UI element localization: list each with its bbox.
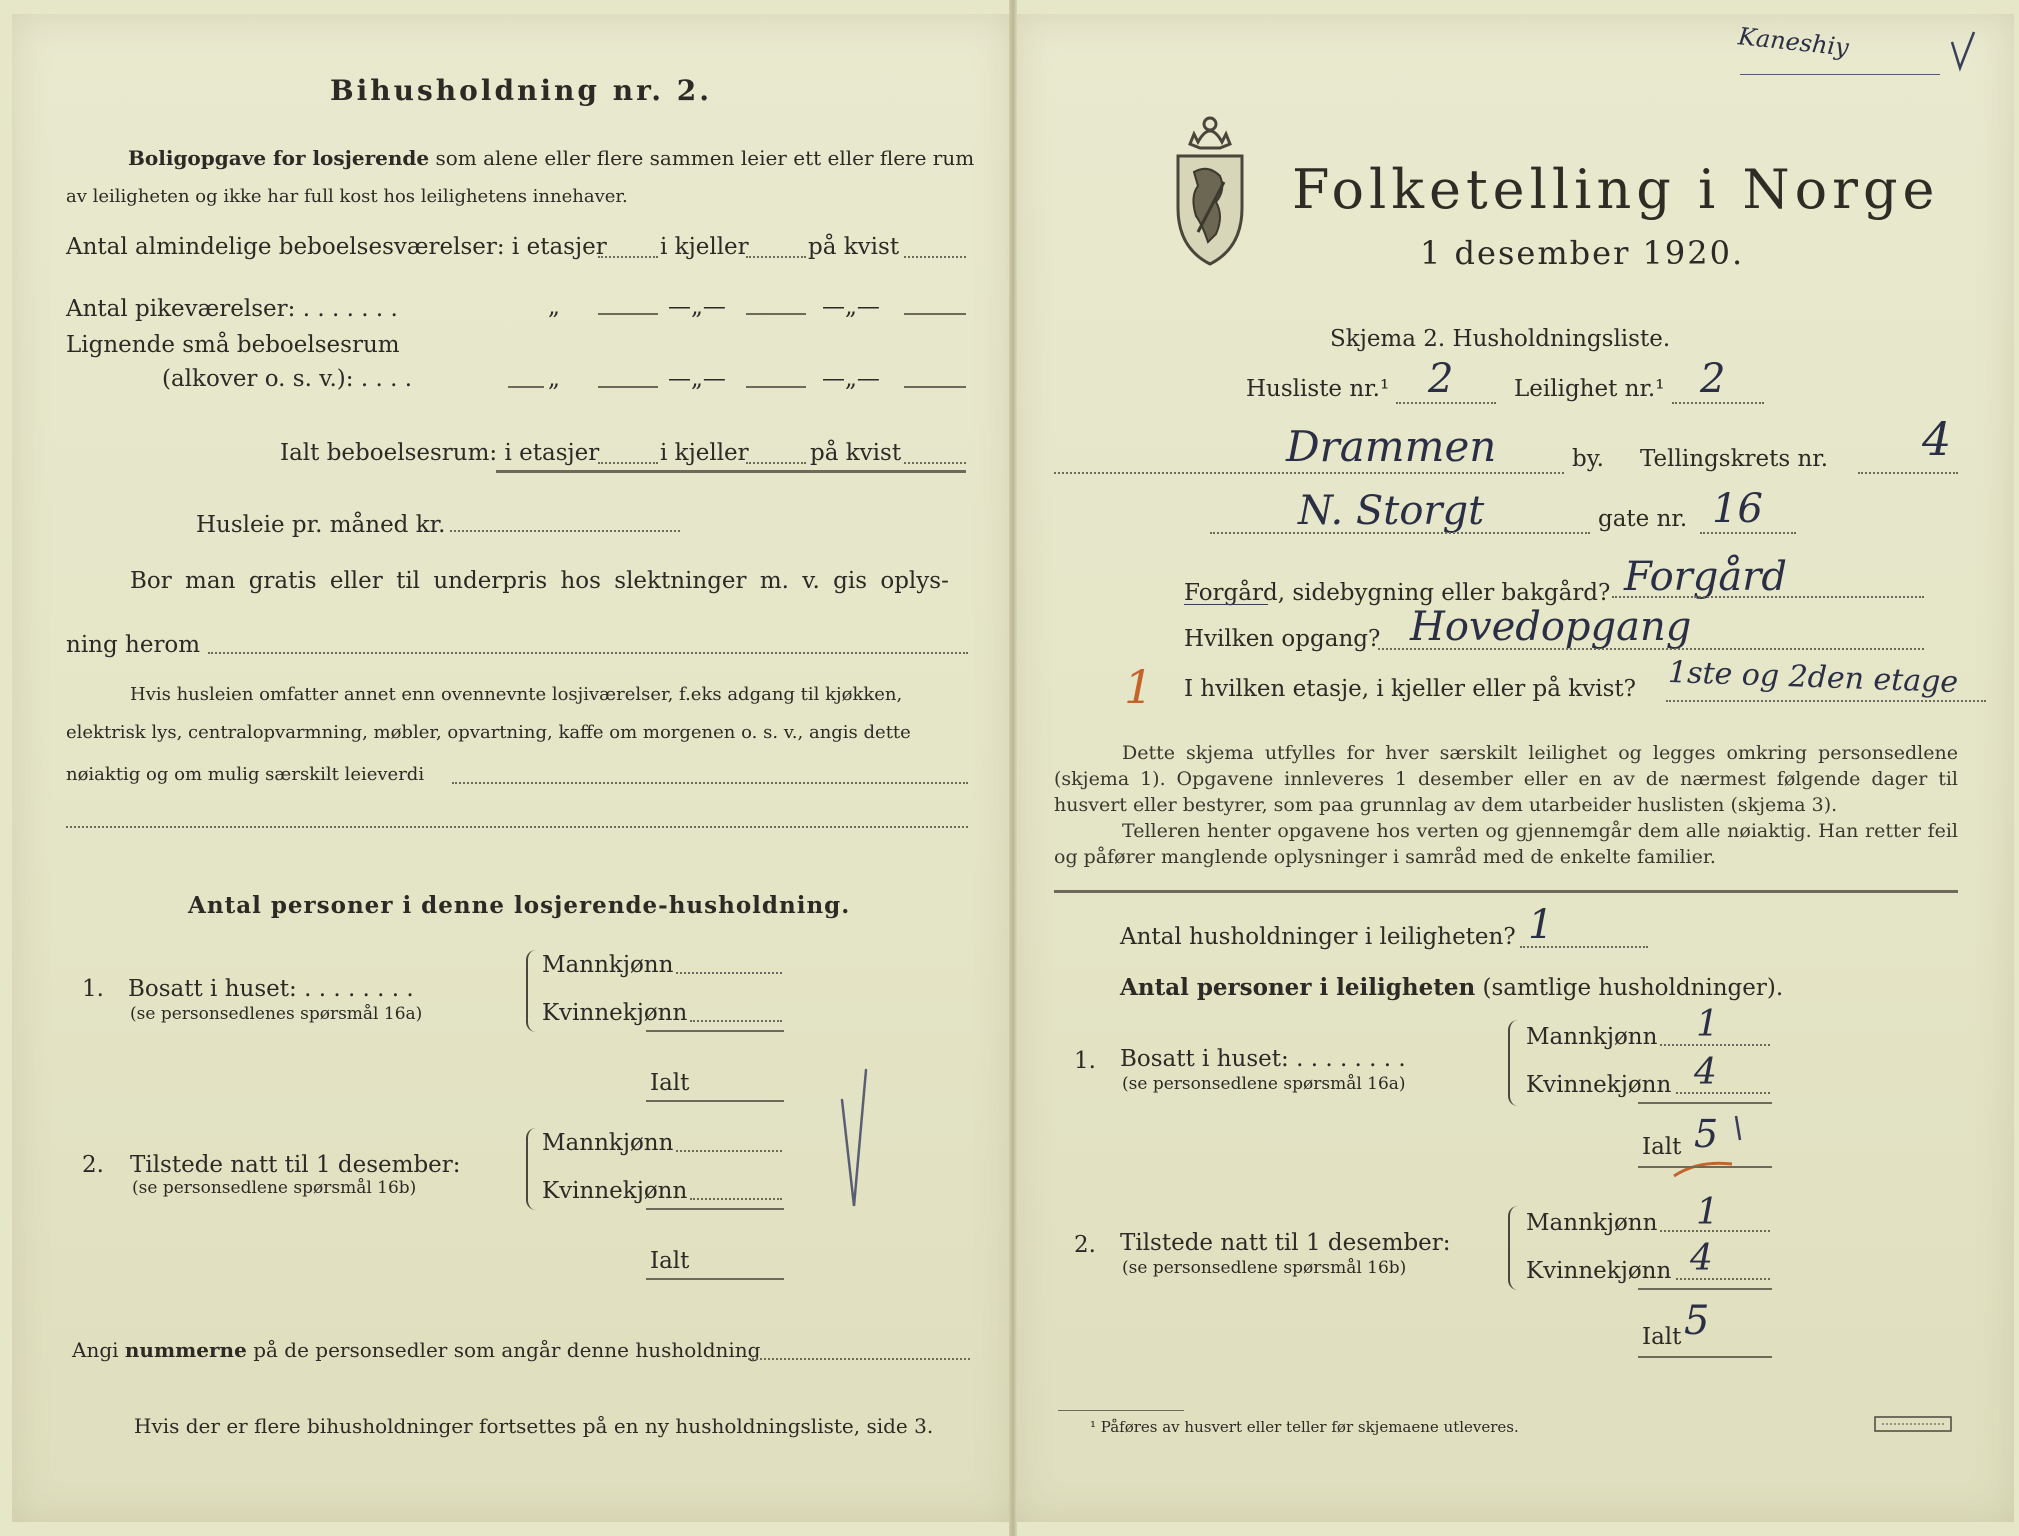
right-q2-mann-label: Mannkjønn: [1526, 1210, 1658, 1236]
persons-line: [1120, 974, 1783, 1001]
opgang-value: Hovedopgang: [1410, 604, 1692, 650]
instructions-1: Dette skjema utfylles for hver særskilt leilighet og legges omkring personsedlene (skjema 1). Opgavene innleveres 1 desember eller en av de nærmest følgende dager til husvert eller bestyrer, som paa grunnlag av dem utarbeider huslisten (skjema 3).: [1054, 742, 1958, 816]
right-q2-number: 2.: [1074, 1232, 1096, 1258]
by-label: by.: [1572, 446, 1604, 472]
leilighet-value: 2: [1700, 356, 1726, 402]
ialt-kvist-field[interactable]: [904, 462, 966, 464]
right-q2-ialt-field[interactable]: [1638, 1356, 1772, 1358]
gratis-line-2: ning herom: [66, 632, 201, 658]
ialt-kjeller-field[interactable]: [746, 462, 806, 464]
gate-field[interactable]: [1700, 532, 1796, 534]
rooms-kjeller-label: i kjeller: [660, 234, 749, 260]
includes-line-2: elektrisk lys, centralopvarmning, møbler, opvartning, kaffe om morgenen o. s. v., angis dette: [66, 722, 911, 743]
left-q2-mann-field[interactable]: [676, 1150, 782, 1152]
pike-field-1[interactable]: [598, 313, 658, 315]
small-field-1[interactable]: [598, 386, 658, 388]
right-q1-brace: [1508, 1020, 1518, 1106]
right-q1-ialt-value: 5: [1694, 1112, 1719, 1156]
corner-checkmark: [1948, 28, 1978, 74]
rent-label: Husleie pr. måned kr.: [196, 512, 446, 538]
households-field[interactable]: [1520, 946, 1648, 948]
intro-bold: Boligopgave for losjerende: [128, 146, 430, 170]
right-q2-mann-field[interactable]: [1660, 1230, 1770, 1232]
right-q2-brace: [1508, 1206, 1518, 1290]
ialt-rooms-label: Ialt beboelsesrum: i etasjer: [280, 440, 600, 466]
coat-of-arms-icon: [1168, 112, 1252, 268]
intro-rest-1: som alene eller flere sammen leier ett eller flere rum: [435, 146, 975, 170]
left-q2-brace: [526, 1128, 536, 1210]
right-q2-kvinne-value: 4: [1690, 1238, 1713, 1279]
right-q2-sum-rule: [1638, 1288, 1772, 1290]
corner-note-underline: [1740, 74, 1940, 75]
form-title: Folketelling i Norge: [1292, 158, 1940, 221]
includes-line-1: Hvis husleien omfatter annet enn ovennevnte losjiværelser, f.eks adgang til kjøkken,: [130, 684, 903, 705]
pike-field-2[interactable]: [746, 313, 806, 315]
left-q2-ialt-label: Ialt: [650, 1248, 690, 1274]
right-q2-kvinne-field[interactable]: [1676, 1278, 1770, 1280]
right-q2-sub: (se personsedlene spørsmål 16b): [1122, 1258, 1407, 1278]
gratis-field[interactable]: [208, 652, 968, 654]
left-q1-mann-label: Mannkjønn: [542, 952, 674, 978]
angi-rest: på de personsedler som angår denne husholdning: [253, 1338, 761, 1362]
left-q2-kvinne-field[interactable]: [690, 1198, 782, 1200]
street-value: N. Storgt: [1298, 488, 1485, 534]
rooms-kjeller-field[interactable]: [746, 256, 806, 258]
etasje-field[interactable]: [1666, 700, 1986, 702]
left-checkmark: [836, 1066, 876, 1216]
left-q1-sub: (se personsedlenes spørsmål 16a): [130, 1004, 423, 1024]
forgaard-field[interactable]: [1612, 596, 1924, 598]
left-q1-number: 1.: [82, 976, 104, 1002]
right-q2-mann-value: 1: [1696, 1192, 1719, 1233]
pike-ditto-2: —„—: [668, 294, 726, 320]
small-rooms-label-1: Lignende små beboelsesrum: [66, 332, 400, 358]
footnote: ¹ Påføres av husvert eller teller før skjemaene utleveres.: [1090, 1418, 1519, 1436]
ialt-kjeller-label: i kjeller: [660, 440, 749, 466]
left-q2-ialt-field[interactable]: [646, 1278, 784, 1280]
right-q1-sub: (se personsedlene spørsmål 16a): [1122, 1074, 1406, 1094]
right-q1-kvinne-value: 4: [1694, 1052, 1717, 1093]
left-q2-number: 2.: [82, 1152, 104, 1178]
right-q1-number: 1.: [1074, 1048, 1096, 1074]
right-q1-mann-label: Mannkjønn: [1526, 1024, 1658, 1050]
instructions-2: Telleren henter opgavene hos verten og gjennemgår dem alle nøiaktig. Han retter feil og påfører manglende oplysninger i samråd med de enkelte familier.: [1054, 820, 1958, 868]
right-q1-mann-field[interactable]: [1660, 1044, 1770, 1046]
gate-label: gate nr.: [1598, 506, 1688, 532]
krets-label: Tellingskrets nr.: [1640, 446, 1829, 472]
right-q2-ialt-label: Ialt: [1642, 1324, 1682, 1350]
footnote-divider: [1058, 1410, 1184, 1411]
pike-ditto-3: —„—: [822, 294, 880, 320]
small-rooms-label-2: (alkover o. s. v.): . . . .: [162, 366, 413, 392]
rooms-kvist-field[interactable]: [904, 256, 966, 258]
krets-field[interactable]: [1858, 472, 1958, 474]
form-date: 1 desember 1920.: [1420, 234, 1745, 272]
right-q1-sum-rule: [1638, 1102, 1772, 1104]
left-q2-sub: (se personsedlene spørsmål 16b): [132, 1178, 417, 1198]
husliste-value: 2: [1428, 356, 1454, 402]
right-q1-label: Bosatt i huset: . . . . . . . .: [1120, 1046, 1406, 1072]
includes-line-3: nøiaktig og om mulig særskilt leieverdi: [66, 764, 425, 785]
right-q1-kvinne-field[interactable]: [1676, 1092, 1770, 1094]
corner-note: Kaneshiy: [1736, 22, 1851, 62]
small-field-3[interactable]: [904, 386, 966, 388]
small-ditto-1: „: [548, 366, 560, 392]
right-q2-kvinne-label: Kvinnekjønn: [1526, 1258, 1672, 1284]
leilighet-label: Leilighet nr.¹: [1514, 376, 1665, 402]
left-q1-brace: [526, 950, 536, 1032]
gate-value: 16: [1712, 486, 1763, 532]
pike-field-3[interactable]: [904, 313, 966, 315]
right-q1-mann-value: 1: [1696, 1004, 1719, 1045]
includes-field[interactable]: [452, 782, 968, 784]
left-footer: Hvis der er flere bihusholdninger fortsettes på en ny husholdningsliste, side 3.: [134, 1414, 934, 1438]
ialt-check-marks: [1668, 1110, 1778, 1180]
pike-label: Antal pikeværelser: . . . . . . .: [66, 296, 398, 322]
right-q1-ialt-field[interactable]: [1638, 1166, 1772, 1168]
households-label: Antal husholdninger i leiligheten?: [1120, 924, 1516, 950]
households-value: 1: [1528, 902, 1554, 948]
small-ditto-3: —„—: [822, 366, 880, 392]
left-heading: Bihusholdning nr. 2.: [330, 74, 712, 107]
left-q1-ialt-label: Ialt: [650, 1070, 690, 1096]
forgaard-value: Forgård: [1624, 554, 1787, 600]
forgaard-underline: [1184, 604, 1268, 605]
page-fold: [1009, 0, 1017, 1536]
left-q1-ialt-field[interactable]: [646, 1100, 784, 1102]
persons-bold: Antal personer i leiligheten: [1120, 974, 1476, 1001]
ialt-kvist-label: på kvist: [810, 440, 902, 466]
husliste-label: Husliste nr.¹: [1246, 376, 1390, 402]
left-q1-mann-field[interactable]: [676, 972, 782, 974]
left-q2-mann-label: Mannkjønn: [542, 1130, 674, 1156]
krets-value: 4: [1922, 412, 1952, 466]
left-q2-sum-rule: [646, 1208, 784, 1210]
ialt-rooms-underline: [496, 470, 966, 473]
schema-label: Skjema 2. Husholdningsliste.: [1330, 326, 1671, 352]
small-field-2[interactable]: [746, 386, 806, 388]
pike-ditto-1: „: [548, 294, 560, 320]
left-q2-kvinne-label: Kvinnekjønn: [542, 1178, 688, 1204]
husliste-field[interactable]: [1396, 402, 1496, 404]
small-ditto-2: —„—: [668, 366, 726, 392]
rooms-kvist-label: på kvist: [808, 234, 900, 260]
includes-field-2[interactable]: [66, 826, 968, 828]
angi-bold: nummerne: [124, 1338, 247, 1362]
right-q1-kvinne-label: Kvinnekjønn: [1526, 1072, 1672, 1098]
angi-field[interactable]: [748, 1358, 970, 1360]
angi-word: Angi: [72, 1338, 119, 1362]
forgaard-label: Forgård, sidebygning eller bakgård?: [1184, 580, 1611, 606]
left-q1-kvinne-field[interactable]: [690, 1020, 782, 1022]
left-q2-label: Tilstede natt til 1 desember:: [130, 1152, 461, 1178]
left-q1-sum-rule: [646, 1030, 784, 1032]
printer-stamp-icon: [1874, 1414, 1954, 1434]
right-q2-ialt-value: 5: [1684, 1298, 1710, 1344]
intro-line-1: [128, 146, 974, 170]
angi-line: [72, 1338, 760, 1362]
etasje-value: 1ste og 2den etage: [1667, 654, 1959, 701]
margin-mark: 1: [1124, 660, 1154, 714]
small-rooms-lead: [508, 386, 544, 388]
etasje-label: I hvilken etasje, i kjeller eller på kvist?: [1184, 676, 1636, 702]
gratis-line-1: Bor man gratis eller til underpris hos slektninger m. v. gis oplys-: [130, 568, 949, 594]
persons-rest: (samtlige husholdninger).: [1482, 975, 1784, 1001]
left-q1-label: Bosatt i huset: . . . . . . . .: [128, 976, 414, 1002]
street-field[interactable]: [1210, 532, 1590, 534]
ialt-etasjer-field[interactable]: [598, 462, 658, 464]
opgang-label: Hvilken opgang?: [1184, 626, 1381, 652]
instructions-divider: [1054, 890, 1958, 893]
right-q2-label: Tilstede natt til 1 desember:: [1120, 1230, 1451, 1256]
city-field[interactable]: [1054, 472, 1564, 474]
right-q1-ialt-label: Ialt: [1642, 1134, 1682, 1160]
opgang-field[interactable]: [1378, 648, 1924, 650]
rooms-label: Antal almindelige beboelsesværelser: i etasjer: [66, 234, 607, 260]
intro-line-2: av leiligheten og ikke har full kost hos leilighetens innehaver.: [66, 186, 628, 207]
rent-field[interactable]: [450, 530, 680, 532]
left-persons-heading: Antal personer i denne losjerende-husholdning.: [188, 892, 851, 919]
rooms-etasjer-field[interactable]: [598, 256, 658, 258]
leilighet-field[interactable]: [1672, 402, 1764, 404]
city-value: Drammen: [1286, 422, 1497, 471]
left-q1-kvinne-label: Kvinnekjønn: [542, 1000, 688, 1026]
